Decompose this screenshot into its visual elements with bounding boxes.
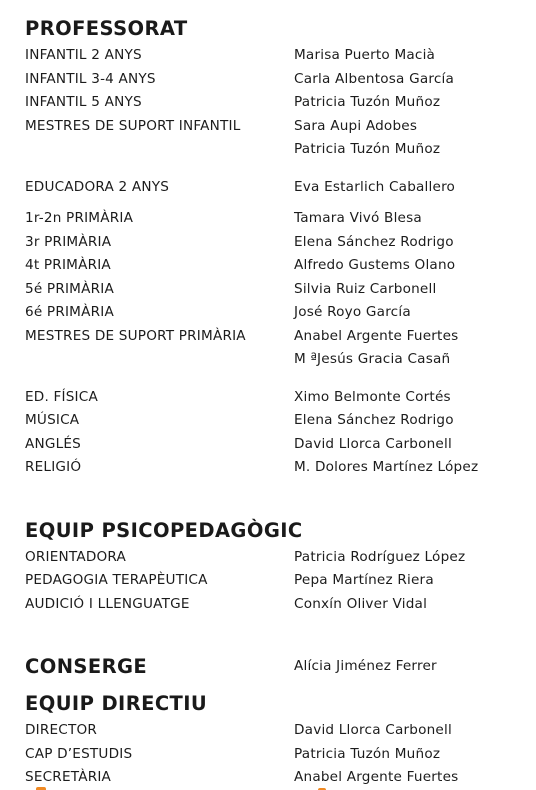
staff-row	[25, 766, 525, 790]
person-name: Patricia Tuzón Muñoz	[294, 94, 441, 110]
role-label: EDUCADORA 2 ANYS	[25, 178, 170, 195]
section-title-directiu: EQUIP DIRECTIU	[25, 692, 208, 715]
role-label: 4t PRIMÀRIA	[25, 257, 111, 273]
role-label: ORIENTADORA	[25, 548, 127, 565]
role-label: 5é PRIMÀRIA	[25, 280, 114, 297]
staff-row	[25, 348, 525, 372]
person-name: Elena Sánchez Rodrigo	[294, 412, 454, 428]
staff-row	[25, 569, 525, 593]
section-title-psicopedagogic: EQUIP PSICOPEDAGÒGIC	[25, 518, 303, 542]
person-name: M. Dolores Martínez López	[294, 459, 479, 475]
person-name: Silvia Ruiz Carbonell	[294, 280, 437, 297]
staff-row	[25, 546, 525, 570]
role-label: SECRETÀRIA	[25, 769, 112, 785]
staff-row	[25, 719, 525, 743]
staff-row	[25, 231, 525, 255]
person-name: David Llorca Carbonell	[294, 435, 452, 452]
role-label: INFANTIL 2 ANYS	[25, 47, 142, 63]
person-name: M ªJesús Gracia Casañ	[294, 351, 451, 367]
staff-row	[25, 138, 525, 162]
person-name: Patricia Rodríguez López	[294, 548, 466, 565]
person-name: David Llorca Carbonell	[294, 722, 452, 738]
person-name: Eva Estarlich Caballero	[294, 178, 456, 195]
role-label: CAP D’ESTUDIS	[25, 745, 133, 762]
staff-row	[25, 593, 525, 617]
person-name: Ximo Belmonte Cortés	[294, 388, 451, 405]
spacer	[25, 162, 525, 176]
role-label: DIRECTOR	[25, 722, 98, 738]
staff-row	[25, 433, 525, 457]
section-title-conserge: CONSERGE	[25, 655, 148, 678]
person-name: Patricia Tuzón Muñoz	[294, 745, 441, 762]
staff-row	[25, 278, 525, 302]
person-name: Patricia Tuzón Muñoz	[294, 141, 441, 157]
person-name: Pepa Martínez Riera	[294, 572, 434, 588]
spacer	[25, 199, 525, 207]
person-name: Marisa Puerto Macià	[294, 47, 436, 63]
spacer	[25, 682, 525, 689]
staff-row	[25, 207, 525, 231]
role-label: INFANTIL 5 ANYS	[25, 94, 142, 110]
person-name: Alícia Jiménez Ferrer	[294, 658, 437, 674]
role-label: INFANTIL 3-4 ANYS	[25, 70, 156, 87]
section-title-professorat: PROFESSORAT	[25, 17, 188, 40]
staff-directory	[25, 14, 525, 790]
role-label: 6é PRIMÀRIA	[25, 304, 114, 320]
person-name: Elena Sánchez Rodrigo	[294, 233, 454, 250]
role-label: MESTRES DE SUPORT PRIMÀRIA	[25, 327, 246, 344]
person-name: Tamara Vivó Blesa	[294, 210, 422, 226]
person-name: Alfredo Gustems Olano	[294, 257, 456, 273]
role-label: MESTRES DE SUPORT INFANTIL	[25, 117, 241, 134]
person-name: Anabel Argente Fuertes	[294, 769, 459, 785]
spacer	[25, 372, 525, 386]
role-label: ED. FÍSICA	[25, 388, 98, 405]
spacer	[25, 480, 525, 516]
person-name: Sara Aupi Adobes	[294, 117, 418, 134]
role-label: 3r PRIMÀRIA	[25, 233, 112, 250]
person-name: Anabel Argente Fuertes	[294, 327, 459, 344]
staff-row	[25, 301, 525, 325]
staff-row	[25, 456, 525, 480]
role-label: MÚSICA	[25, 412, 80, 428]
staff-row	[25, 44, 525, 68]
staff-row	[25, 325, 525, 349]
role-label: 1r-2n PRIMÀRIA	[25, 210, 134, 226]
staff-row	[25, 254, 525, 278]
conserge-row	[25, 652, 525, 682]
staff-row	[25, 743, 525, 767]
staff-row	[25, 91, 525, 115]
role-label: AUDICIÓ I LLENGUATGE	[25, 595, 190, 612]
person-name: Carla Albentosa García	[294, 70, 455, 87]
staff-row	[25, 115, 525, 139]
role-label: RELIGIÓ	[25, 459, 82, 475]
spacer	[25, 616, 525, 652]
staff-row	[25, 176, 525, 200]
staff-row	[25, 386, 525, 410]
person-name: José Royo García	[294, 304, 411, 320]
role-label: ANGLÉS	[25, 435, 81, 452]
role-label: PEDAGOGIA TERAPÈUTICA	[25, 572, 208, 588]
person-name: Conxín Oliver Vidal	[294, 595, 428, 612]
staff-row	[25, 68, 525, 92]
staff-row	[25, 409, 525, 433]
